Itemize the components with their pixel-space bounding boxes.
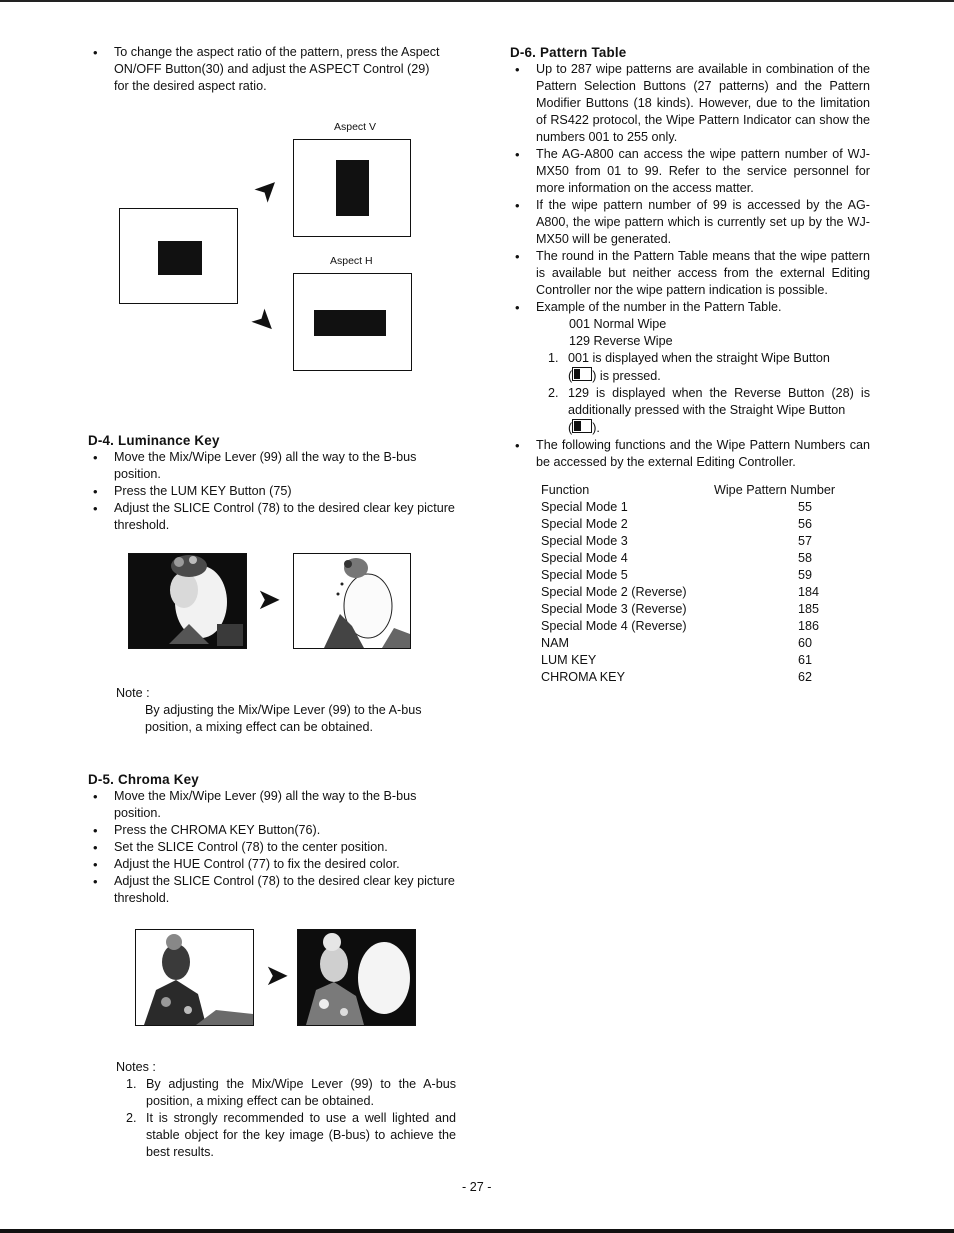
row-function: Special Mode 3 (Reverse): [541, 602, 687, 616]
reverse-wipe-button-icon: [572, 419, 592, 433]
chroma-key-after-image: [297, 929, 416, 1026]
d6-step-1-number: 1.: [548, 351, 559, 365]
d5-step-2: • Press the CHROMA KEY Button(76).: [88, 822, 458, 839]
row-number: 186: [798, 619, 820, 633]
d5-title: D-5. Chroma Key: [88, 772, 199, 787]
d5-note-2-text: It is strongly recommended to use a well lighted and stable object for the key image (B-bus) to achieve the best results.: [146, 1111, 456, 1159]
row-function: Special Mode 5: [541, 568, 628, 582]
row-function: NAM: [541, 636, 569, 650]
aspect-instruction: • To change the aspect ratio of the pattern, press the Aspect ON/OFF Button(30) and adjust the ASPECT Control (29) for the desired aspect ratio.: [88, 44, 444, 95]
d6-bullet-5: • Example of the number in the Pattern Table.: [510, 299, 870, 316]
section-d6: [510, 44, 870, 471]
d4-note-label: Note :: [116, 686, 150, 700]
d5-note-1-number: 1.: [126, 1077, 137, 1091]
table-row: [541, 669, 861, 686]
aspect-source-square: [158, 241, 202, 275]
aspect-source-frame: [119, 208, 238, 304]
d6-step-1: 1. 001 is displayed when the straight Wipe Button ( ) is pressed.: [548, 351, 830, 383]
d5-note-2: [118, 1110, 456, 1161]
row-number: 59: [798, 568, 813, 582]
d6-title: D-6. Pattern Table: [510, 45, 627, 60]
d6-bullet-6: • The following functions and the Wipe Pattern Numbers can be accessed by the external Editing Controller.: [510, 437, 870, 471]
top-rule: [0, 0, 954, 2]
row-function: Special Mode 4: [541, 551, 628, 565]
arrow-right-icon: ➤: [266, 960, 288, 990]
row-number: 57: [798, 534, 813, 548]
d4-note: [116, 685, 456, 736]
d4-step-3: • Adjust the SLICE Control (78) to the desired clear key picture threshold.: [88, 500, 458, 534]
lum-key-before-image: [128, 553, 247, 649]
arrow-up-right-icon: ➤: [248, 170, 286, 208]
row-function: Special Mode 2 (Reverse): [541, 585, 687, 599]
header-function: Function: [541, 483, 590, 497]
lum-key-after-image: [293, 553, 411, 649]
header-number: Wipe Pattern Number: [714, 483, 836, 497]
d4-step-2: • Press the LUM KEY Button (75): [88, 483, 458, 500]
d5-step-4: • Adjust the HUE Control (77) to fix the desired color.: [88, 856, 458, 873]
row-number: 62: [798, 670, 813, 684]
d6-step-1-text-a: 001 is displayed when the straight Wipe Button: [568, 351, 830, 365]
function-table: [541, 482, 861, 686]
d6-step-2: 2. 129 is displayed when the Reverse Button (28) is additionally pressed with the Straight Wipe Button ( ).: [548, 386, 870, 435]
section-d5: [88, 771, 458, 907]
row-function: Special Mode 1: [541, 500, 628, 514]
row-function: CHROMA KEY: [541, 670, 625, 684]
bottom-rule: [0, 1229, 954, 1233]
straight-wipe-button-icon: [572, 367, 592, 381]
row-function: Special Mode 4 (Reverse): [541, 619, 687, 633]
left-column: [88, 44, 458, 95]
function-table-header: [541, 482, 861, 499]
aspect-h-label: Aspect H: [330, 255, 373, 267]
arrow-down-right-icon: ➤: [246, 302, 284, 340]
chroma-key-before-image: [135, 929, 254, 1026]
table-row: [541, 550, 861, 567]
table-row: [541, 652, 861, 669]
d5-note-2-number: 2.: [126, 1111, 137, 1125]
d5-note-1: [118, 1076, 456, 1110]
table-row: [541, 516, 861, 533]
table-row: [541, 533, 861, 550]
d6-step-1-text-b: ) is pressed.: [592, 369, 661, 383]
d6-bullet-3: • If the wipe pattern number of 99 is accessed by the AG-A800, the wipe pattern which is currently set up by the WJ-MX50 will be generated.: [510, 197, 870, 248]
d4-step-1: • Move the Mix/Wipe Lever (99) all the way to the B-bus position.: [88, 449, 458, 483]
page-number: - 27 -: [462, 1180, 492, 1194]
row-function: Special Mode 2: [541, 517, 628, 531]
d6-example-1: 001 Normal Wipe: [569, 317, 667, 331]
d6-step-2-number: 2.: [548, 386, 559, 400]
table-row: [541, 567, 861, 584]
row-number: 184: [798, 585, 820, 599]
d6-example-2: 129 Reverse Wipe: [569, 334, 673, 348]
section-d4: [88, 432, 458, 534]
d5-step-1: • Move the Mix/Wipe Lever (99) all the way to the B-bus position.: [88, 788, 458, 822]
row-number: 60: [798, 636, 813, 650]
table-row: [541, 584, 861, 601]
row-function: LUM KEY: [541, 653, 597, 667]
aspect-h-frame: [293, 273, 412, 371]
aspect-v-label: Aspect V: [334, 121, 377, 133]
table-row: [541, 618, 861, 635]
row-number: 185: [798, 602, 820, 616]
d5-step-5: • Adjust the SLICE Control (78) to the desired clear key picture threshold.: [88, 873, 458, 907]
d6-bullet-1: • Up to 287 wipe patterns are available in combination of the Pattern Selection Buttons (27 patterns) and the Pattern Modifier Buttons (18 kinds). However, due to the limitation of RS422 protocol, the Wipe Pattern Indicator can show the numbers 001 to 255 only.: [510, 61, 870, 146]
table-row: [541, 499, 861, 516]
row-number: 58: [798, 551, 813, 565]
d5-notes-label: Notes :: [116, 1060, 156, 1074]
d5-notes: [116, 1059, 456, 1161]
table-row: [541, 601, 861, 618]
d4-note-text: By adjusting the Mix/Wipe Lever (99) to the A-bus position, a mixing effect can be obtained.: [145, 703, 422, 734]
d6-bullet-4: • The round in the Pattern Table means that the wipe pattern is available but neither access from the external Editing Controller nor the wipe pattern indication is possible.: [510, 248, 870, 299]
arrow-right-icon: ➤: [258, 584, 280, 614]
table-row: [541, 635, 861, 652]
row-number: 56: [798, 517, 813, 531]
d6-step-2-text-a: 129 is displayed when the Reverse Button (28) is additionally pressed with the Straight Wipe Button: [568, 386, 870, 417]
aspect-h-bar: [314, 310, 386, 336]
d5-note-1-text: By adjusting the Mix/Wipe Lever (99) to the A-bus position, a mixing effect can be obtained.: [146, 1077, 456, 1108]
d5-step-3: • Set the SLICE Control (78) to the center position.: [88, 839, 458, 856]
aspect-v-frame: [293, 139, 411, 237]
row-function: Special Mode 3: [541, 534, 628, 548]
row-number: 61: [798, 653, 813, 667]
aspect-v-bar: [336, 160, 369, 216]
d4-title: D-4. Luminance Key: [88, 433, 220, 448]
d6-bullet-2: • The AG-A800 can access the wipe pattern number of WJ-MX50 from 01 to 99. Refer to the service personnel for more information on the access matter.: [510, 146, 870, 197]
row-number: 55: [798, 500, 813, 514]
d6-step-2-text-b: ).: [592, 421, 600, 435]
